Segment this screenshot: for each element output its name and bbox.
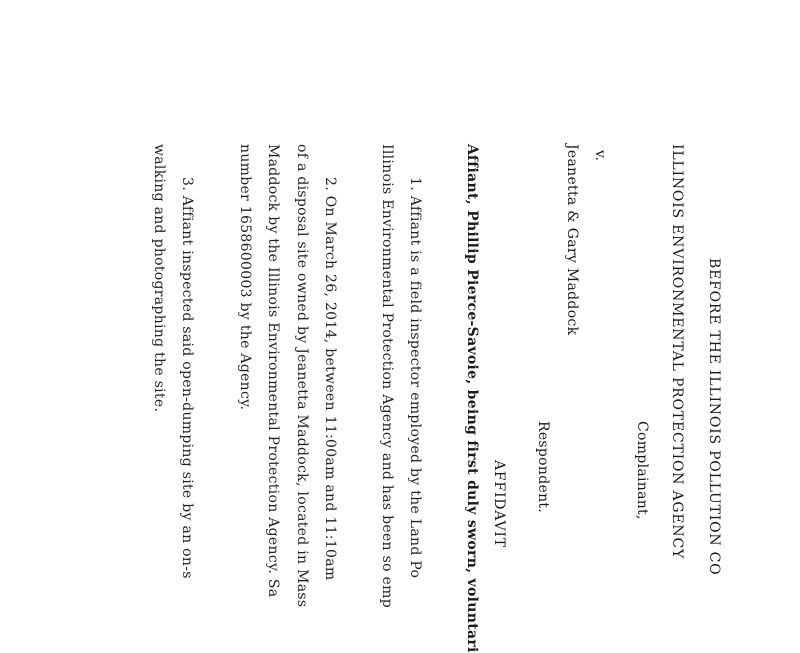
affidavit-intro: Affiant, Phillip Pierce-Savoie, being first duly sworn, voluntari [464, 144, 480, 653]
paragraph-2-line-1: 2. On March 26, 2014, between 11:00am and 11:10am [322, 177, 338, 581]
complainant-label: Complainant, [634, 421, 650, 520]
versus-label: v. [592, 150, 608, 162]
paragraph-2-line-3: Maddock by the Illinois Environmental Protection Agency. Sa [265, 144, 281, 598]
agency-name: ILLINOIS ENVIRONMENTAL PROTECTION AGENCY [669, 144, 685, 560]
paragraph-3-line-2: walking and photographing the site. [151, 144, 167, 413]
paragraph-2-line-2: of a disposal site owned by Jeanetta Maddock, located in Mass [294, 144, 310, 608]
paragraph-1-line-2: Illinois Environmental Protection Agency and has been so emp [379, 144, 395, 608]
paragraph-2-line-4: number 1658600003 by the Agency. [237, 144, 253, 411]
paragraph-1-line-1: 1. Affiant is a field inspector employed by the Land Po [407, 177, 423, 579]
document-title: BEFORE THE ILLINOIS POLLUTION CO [706, 258, 722, 576]
respondent-label: Respondent. [535, 421, 551, 514]
affidavit-heading: AFFIDAVIT [491, 460, 507, 548]
paragraph-3-line-1: 3. Affiant inspected said open-dumping site by an on-s [179, 177, 195, 579]
respondent-names: Jeanetta & Gary Maddock [564, 144, 580, 336]
